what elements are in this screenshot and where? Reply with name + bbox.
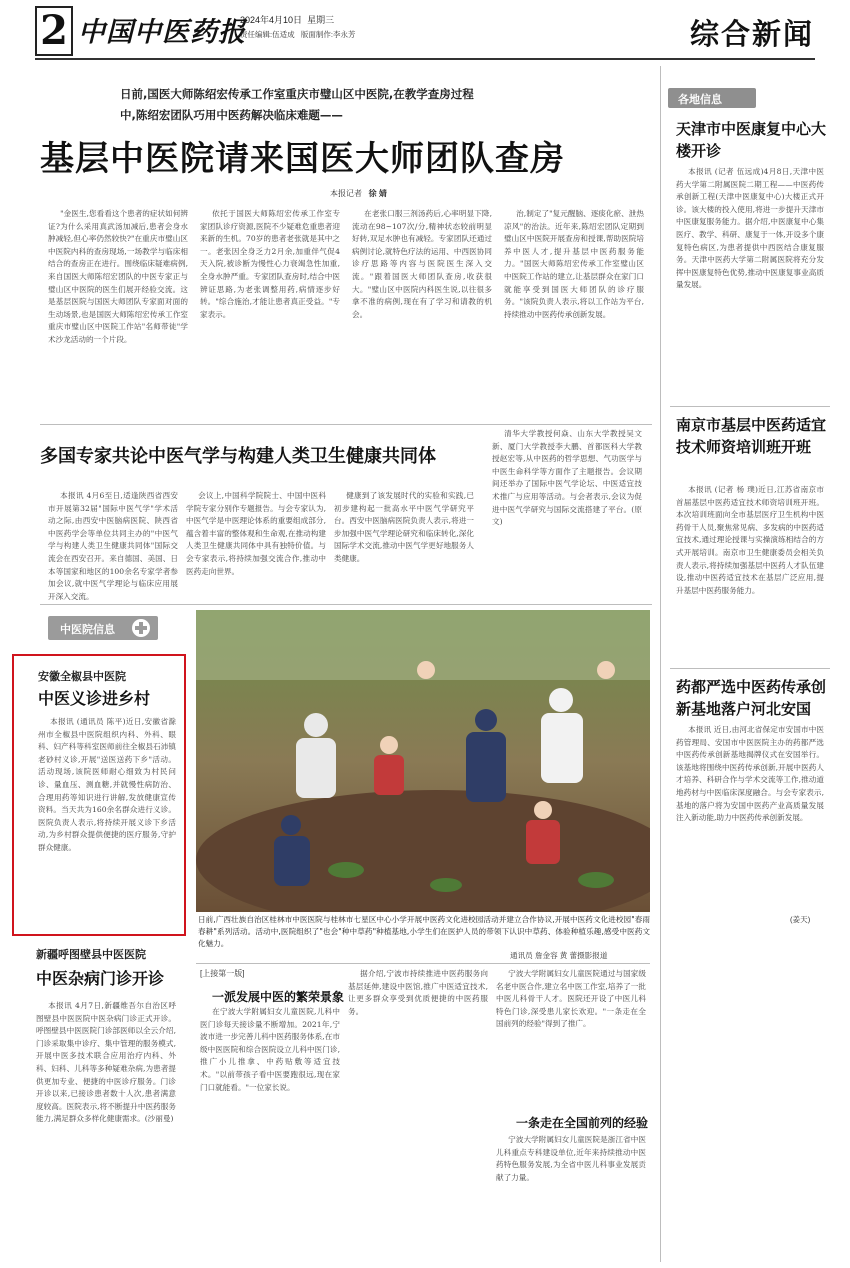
lead-col-3-text: 在老张口服三剂汤药后,心率明显下降,流动在98~107次/分,精神状态较前明显好转,双足水肿也有减轻。专家团队还通过病例讨论,就特色疗法的运用、中西医协同诊疗思路等内容与医院医生深入交流。"跟着国医大师团队查房,收获很大。"璧山区中医院内科医生说,以往很多拿不准的病例,现在有了学习和请教的机会。 bbox=[352, 209, 492, 319]
cross-icon bbox=[132, 619, 150, 637]
byline-name: 徐 婧 bbox=[368, 189, 387, 198]
sidebar-item-2-headline: 南京市基层中医药适宜技术师资培训班开班 bbox=[676, 416, 827, 456]
sidebar-item-1-body bbox=[676, 166, 824, 402]
sidebar-item-1-headline: 天津市中医康复中心大楼开诊 bbox=[676, 120, 827, 160]
pediatric-col-2-text: 据介绍,宁波市持续推进中医药服务向基层延伸,建设中医馆,推广中医适宜技术,让更多群众享受到优质便捷的中医药服务。 bbox=[348, 969, 488, 1016]
pediatric-col-2 bbox=[348, 968, 488, 1262]
gas-divider bbox=[40, 604, 652, 605]
lead-byline bbox=[330, 188, 387, 199]
paper-name-logo: 中国中医药报 bbox=[78, 17, 246, 48]
pediatric-col-3-text: 宁波大学附属妇女儿童医院通过与国家级名老中医合作,建立名中医工作室,培养了一批中医儿科骨干人才。医院还开设了中医儿科特色门诊,深受患儿家长欢迎。"一条走在全国前列的经验"得到了推广。 bbox=[496, 969, 646, 1029]
local-news-label-text: 各地信息 bbox=[678, 93, 722, 106]
lead-kicker bbox=[120, 84, 630, 126]
brief-1-headline: 中医义诊进乡村 bbox=[38, 689, 151, 708]
pediatric-headline: 一派发展中医的繁荣景象 bbox=[212, 990, 345, 1004]
lead-divider bbox=[40, 424, 652, 425]
date-text: 2024年4月10日 bbox=[240, 15, 303, 25]
sidebar-item-3-text: 本报讯 近日,由河北省保定市安国市中医药管理局、安国市中医医院主办的药都严选中医药传承创新基地揭牌仪式在安国举行。该基地将围绕中医药传承创新,开展中医药人才培养、科研合作与学术交流等工作,推动道地药材与中医临床深度融合。与会专家表示,基地的落户将为安国中医药产业高质量发展注入新动能,助力中医药传承创新发展。 bbox=[676, 725, 824, 823]
photo-divider bbox=[196, 963, 650, 964]
brief-1-kicker: 安徽全椒县中医院 bbox=[38, 670, 126, 683]
brief-1-box bbox=[12, 654, 186, 936]
issue-date bbox=[240, 13, 334, 26]
gas-col-2 bbox=[186, 490, 326, 602]
byline-label: 本报记者 bbox=[330, 189, 362, 198]
continued-label: [上接第一版] bbox=[200, 969, 245, 978]
gas-col-3 bbox=[334, 490, 474, 602]
brief-2-body bbox=[36, 1000, 176, 1256]
sidebar-item-1-text: 本报讯 (记者 伍远成)4月8日,天津中医药大学第二附属医院二期工程——中医药传承创新工程(天津中医康复中心)大楼正式开诊。该大楼的投入使用,将进一步提升天津市中医康复服务能力。据介绍,中医康复中心集医疗、教学、科研、康复于一体,开设多个康复特色病区,为患者提供中西医结合康复服务。天津中医药大学第二附属医院将充分发挥中医康复特色优势,推动中医康复事业高质量发展。 bbox=[676, 167, 824, 290]
gas-headline: 多国专家共论中医气学与构建人类卫生健康共同体 bbox=[40, 446, 436, 467]
lead-col-3 bbox=[352, 208, 492, 420]
lead-col-1-text: "金医生,您看看这个患者的症状如何辨证?为什么采用真武汤加减后,患者会身水肿减轻,但心率仍然较快?"在重庆市璧山区中医院内科的查房现场,一场教学与临床相结合的查房正在进行。围绕临床疑难病例,来自国医大师陈绍宏团队的中医专家正与璧山区中医院的医生们展开经验交流。这是基层医院与国医大师团队专家面对面的生动场景,也是国医大师陈绍宏传承工作室重庆市璧山区中医院工作站"名师带徒"学术沙龙活动的一个片段。 bbox=[48, 209, 188, 344]
sidebar-divider-1 bbox=[670, 406, 830, 407]
pediatric-col-4-text: 宁波大学附属妇女儿童医院是浙江省中医儿科重点专科建设单位,近年来持续推动中医药特色服务发展,为全省中医儿科事业发展贡献了力量。 bbox=[496, 1135, 646, 1182]
gas-col-3-text: 健康到了该发展时代的实验和实践,已初步建构起一批高水平中医气学研究平台。西安中医脑病医院负责人表示,将进一步加强中医气学理论研究和临床转化,深化国际学术交流,推动中医气学更好地服务人类健康。 bbox=[334, 491, 474, 563]
brief-2-headline: 中医杂病门诊开诊 bbox=[36, 969, 165, 988]
gas-col-4 bbox=[492, 428, 642, 602]
editor-credit bbox=[240, 29, 355, 40]
kicker-line-1: 日前,国医大师陈绍宏传承工作室重庆市璧山区中医院,在教学查房过程 bbox=[120, 87, 474, 101]
hospital-info-text: 中医院信息 bbox=[60, 623, 115, 636]
pediatric-col-4 bbox=[496, 1134, 646, 1262]
section-title: 综合新闻 bbox=[690, 17, 815, 51]
masthead bbox=[0, 0, 850, 60]
news-photo bbox=[196, 610, 650, 912]
photo-credit: 通讯员 詹金容 黄 蕾摄影报道 bbox=[510, 951, 608, 960]
photo-caption-text: 日前,广西壮族自治区桂林市中医医院与桂林市七星区中心小学开展中医药文化进校园活动并建立合作协议,开展中医药文化进校园"春雨春耕"系列活动。活动中,医院组织了"也会"种中草药"种植基地,小学生们在医护人员的带领下认识中草药、体验种植乐趣,感受中医药文化魅力。 bbox=[198, 915, 650, 948]
sidebar-item-2-text: 本报讯 (记者 杨 璞)近日,江苏省南京市首届基层中医药适宜技术师资培训班开班。本次培训班面向全市基层医疗卫生机构中医药骨干人员,聚焦常见病、多发病的中医药适宜技术,通过理论授课与实操演练相结合的方式开展培训。南京市卫生健康委员会相关负责人表示,将持续加强基层中医药人才队伍建设,推动中医药适宜技术在基层广泛应用,提升基层中医药服务能力。 bbox=[676, 485, 824, 595]
brief-1-text: 本报讯 (通讯员 陈平)近日,安徽省滁州市全椒县中医院组织内科、外科、眼科、妇产科等科室医师前往全椒县石沛镇老砂村义诊,开展"送医送药下乡"活动。活动现场,该院医师耐心细致为村民问诊、量血压、测血糖,并就慢性病防治、合理用药等知识进行讲解,发放健康宣传资料。当天共为160余名群众进行义诊。医院负责人表示,将持续开展义诊下乡活动,为乡村群众提供便捷的医疗服务,守护群众健康。 bbox=[38, 717, 176, 852]
brief-1-body bbox=[38, 716, 176, 928]
photo-caption bbox=[198, 914, 650, 950]
masthead-divider bbox=[35, 58, 815, 60]
gas-col-1-text: 本报讯 4月6至日,适逢陕西省西安市开展第32届"国际中医气学"学术活动之际,由西安中医脑病医院、陕西省中医药学会等单位共同主办的"中医气学与构建人类卫生健康共同体"国际交流会在西安召开。来自德国、美国、日本等国家和地区的100余名专家学者参加会议,就中医气学理论与临床应用展开深入交流。 bbox=[48, 491, 178, 601]
pediatric-col-1-text: 在宁波大学附属妇女儿童医院,儿科中医门诊每天接诊量不断增加。2021年,宁波市进一步完善儿科中医药服务体系,在市级中医医院和综合医院设立儿科中医门诊,推广小儿推拿、中药贴敷等适宜技术。"以前带孩子看中医要跑很远,现在家门口就能看。"一位家长说。 bbox=[200, 1007, 340, 1092]
lead-col-4 bbox=[504, 208, 644, 420]
weekday-text: 星期三 bbox=[307, 15, 335, 25]
sidebar-item-3-body bbox=[676, 724, 824, 912]
gas-col-1 bbox=[48, 490, 178, 602]
lead-col-4-text: 治,制定了"复元醒脑、逐痰化瘀、泄热凉风"的治法。近年来,陈绍宏团队定期到璧山区中医院开展查房和授课,帮助医院培养中医人才,提升基层中医药服务能力。"国医大师陈绍宏传承工作室璧山区中医院工作站的建立,让基层群众在家门口就能享受到国医大师团队的诊疗服务。"该院负责人表示,将以工作站为平台,持续推动中医药传承创新发展。 bbox=[504, 209, 644, 319]
gas-col-4-text: 清华大学教授何焱、山东大学教授吴文新、厦门大学教授李大鹏、首都医科大学教授赵宏等,从中医药的哲学思想、气功医学与中医生命科学等方面作了主题报告。会议期间还举办了国际中医气学论坛、中医适宜技术推广与应用等活动。与会者表示,会议为促进中医气学研究与国际交流搭建了平台。(原 文) bbox=[492, 429, 642, 527]
sidebar-divider-2 bbox=[670, 668, 830, 669]
lead-col-2 bbox=[200, 208, 340, 420]
lead-col-2-text: 依托于国医大师陈绍宏传承工作室专家团队诊疗资源,医院不少疑难危重患者迎来新的生机。70岁的患者老张就是其中之一。老张因全身乏力2月余,加重伴气促4天入院,被诊断为慢性心力衰竭急性加重,全身水肿严重。专家团队查房时,结合中医辨证思路,为老张调整用药,病情逐步好转。"综合施治,才能让患者真正受益。"专家表示。 bbox=[200, 209, 340, 319]
brief-2-kicker: 新疆呼图壁县中医医院 bbox=[36, 948, 146, 961]
page-number: 2 bbox=[35, 6, 73, 56]
hospital-info-label bbox=[48, 616, 158, 640]
sidebar-item-2-body bbox=[676, 484, 824, 658]
sidebar-separator bbox=[660, 66, 661, 1262]
gas-col-2-text: 会议上,中国科学院院士、中国中医科学院专家分别作专题报告。与会专家认为,中医气学是中医理论体系的重要组成部分,蕴含着丰富的整体观和生命观,在推动构建人类卫生健康共同体中具有独特价值。与会专家表示,将持续加强交流合作,推动中医药走向世界。 bbox=[186, 491, 326, 576]
pediatric-col-3 bbox=[496, 968, 646, 1108]
pediatric-sub-headline: 一条走在全国前列的经验 bbox=[516, 1116, 649, 1130]
brief-2-text: 本报讯 4月7日,新疆维吾尔自治区呼图壁县中医医院中医杂病门诊正式开诊。呼图壁县中医医院门诊部医师以全云介绍,门诊采取集中诊疗、集中管理的服务模式,开展中医多技术联合应用治疗内科、外科、妇科、儿科等多种疑难杂病,为患者提供更加专业、便捷的中医诊疗服务。门诊开诊以来,已接诊患者数十人次,患者满意度较高。医院表示,将不断提升中医药服务能力,满足群众多样化健康需求。(沙丽曼) bbox=[36, 1001, 176, 1124]
kicker-line-2: 中,陈绍宏团队巧用中医药解决临床难题—— bbox=[120, 108, 343, 122]
sidebar-item-3-headline: 药都严选中医药传承创新基地落户河北安国 bbox=[676, 678, 827, 718]
local-news-label bbox=[668, 88, 756, 108]
sidebar-item-3-credit: (姜天) bbox=[790, 915, 811, 924]
pediatric-col-1 bbox=[200, 1006, 340, 1262]
editor-line: 责任编辑:伍适成 bbox=[240, 30, 295, 39]
lead-col-1 bbox=[48, 208, 188, 420]
lead-headline: 基层中医院请来国医大师团队查房 bbox=[40, 139, 565, 179]
designer-line: 版面制作:李永芳 bbox=[300, 30, 356, 39]
